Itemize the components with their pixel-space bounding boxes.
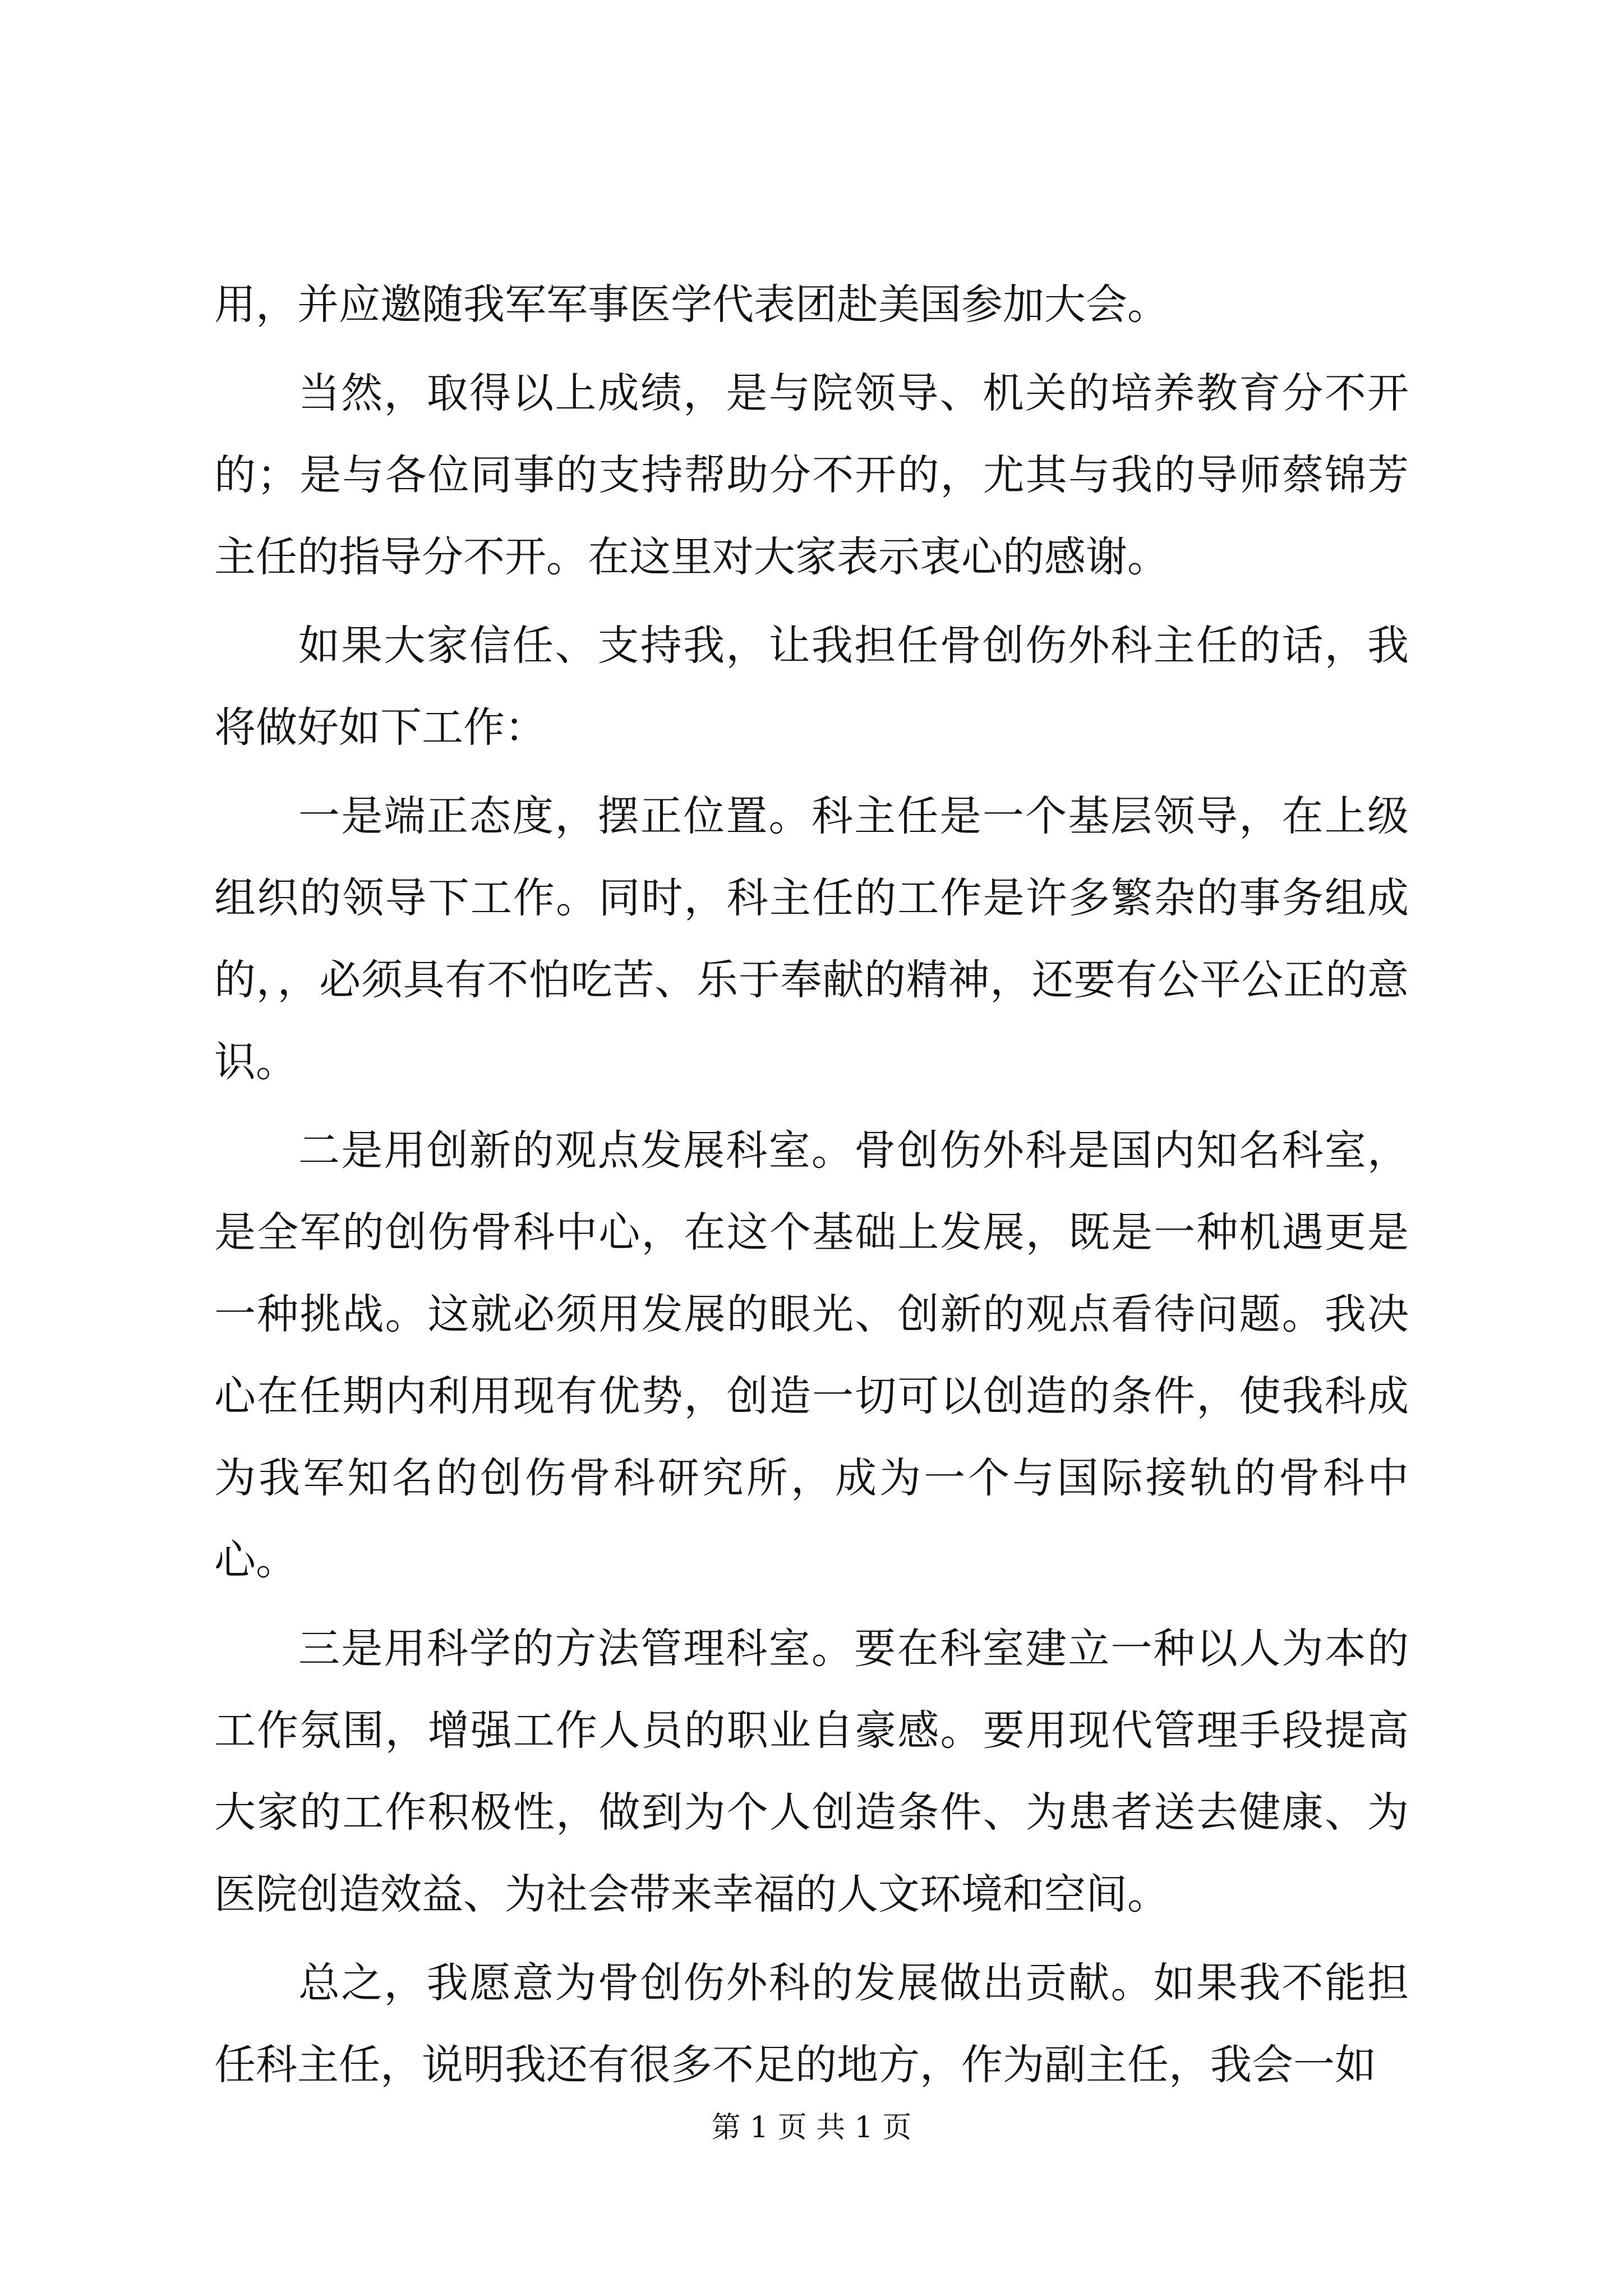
paragraph-thanks: 当然，取得以上成绩，是与院领导、机关的培养教育分不开的；是与各位同事的支持帮助分不开的，尤其与我的导师蔡锦芳主任的指导分不开。在这里对大家表示衷心的感谢。 xyxy=(214,369,1409,581)
paragraph-intent: 如果大家信任、支持我，让我担任骨创伤外科主任的话，我将做好如下工作： xyxy=(214,622,1409,752)
paragraph-point-one: 一是端正态度，摆正位置。科主任是一个基层领导，在上级组织的领导下工作。同时，科主任的工作是许多繁杂的事务组成的，，必须具有不怕吃苦、乐于奉献的精神，还要有公平公正的意识。 xyxy=(214,792,1409,1086)
paragraph-point-two: 二是用创新的观点发展科室。骨创伤外科是国内知名科室，是全军的创伤骨科中心，在这个基础上发展，既是一种机遇更是一种挑战。这就必须用发展的眼光、创新的观点看待问题。我决心在任期内利用现有优势，创造一切可以创造的条件，使我科成为我军知名的创伤骨科研究所，成为一个与国际接轨的骨科中心。 xyxy=(214,1126,1409,1584)
paragraph-point-three: 三是用科学的方法管理科室。要在科室建立一种以人为本的工作氛围，增强工作人员的职业自豪感。要用现代管理手段提高大家的工作积极性，做到为个人创造条件、为患者送去健康、为医院创造效益、为社会带来幸福的人文环境和空间。 xyxy=(214,1625,1409,1918)
document-body xyxy=(214,264,1409,2106)
paragraph-conclusion: 总之，我愿意为骨创伤外科的发展做出贡献。如果我不能担任科主任，说明我还有很多不足的地方，作为副主任，我会一如 xyxy=(214,1959,1409,2089)
paragraph-continuation: 用，并应邀随我军军事医学代表团赴美国参加大会。 xyxy=(214,280,1169,329)
page-footer: 第 1 页 共 1 页 xyxy=(711,2111,912,2145)
